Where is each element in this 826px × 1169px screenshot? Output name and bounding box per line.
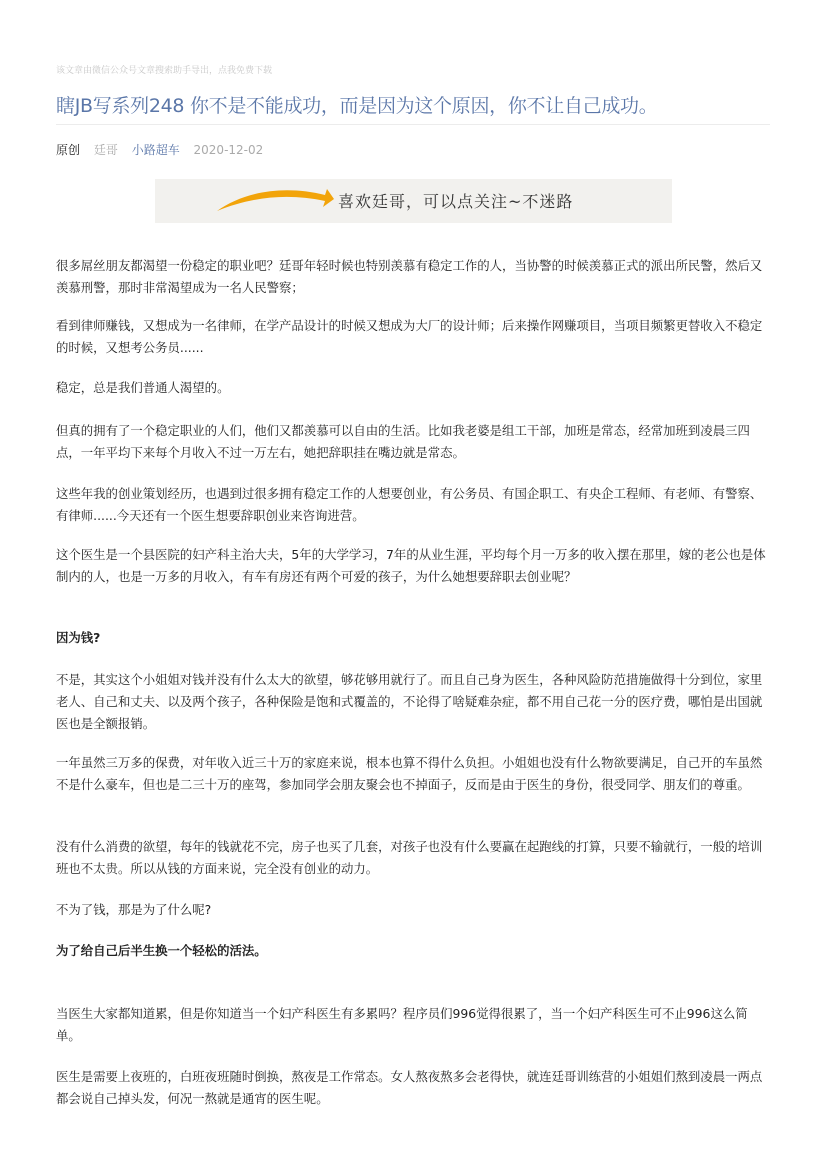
arrow-icon <box>215 181 335 221</box>
paragraph-1: 很多屌丝朋友都渴望一份稳定的职业吧？廷哥年轻时候也特别羡慕有稳定工作的人，当协警的时候羡慕正式的派出所民警，然后又羡慕刑警，那时非常渴望成为一名人民警察； <box>56 258 763 295</box>
paragraph-7: 不是，其实这个小姐姐对钱并没有什么太大的欲望，够花够用就行了。而且自己身为医生，各种风险防范措施做得十分到位，家里老人、自己和丈夫、以及两个孩子，各种保险是饱和式覆盖的，不论得了啥疑难杂症，都不用自己花一分的医疗费，哪怕是出国就医也是全额报销。 <box>56 672 763 731</box>
original-tag: 原创 <box>56 143 81 157</box>
author-name: 廷哥 <box>93 143 118 157</box>
paragraph-3: 稳定，总是我们普通人渴望的。 <box>56 380 230 395</box>
paragraph-9: 没有什么消费的欲望，每年的钱就花不完，房子也买了几套，对孩子也没有什么要赢在起跑线的打算，只要不输就行，一般的培训班也不太贵。所以从钱的方面来说，完全没有创业的动力。 <box>56 839 763 876</box>
publish-date: 2020-12-02 <box>193 143 264 157</box>
article-meta <box>56 141 273 158</box>
paragraph-8: 一年虽然三万多的保费，对年收入近三十万的家庭来说，根本也算不得什么负担。小姐姐也没有什么物欲要满足，自己开的车虽然不是什么豪车，但也是二三十万的座驾，参加同学会朋友聚会也不掉面子，反而是由于医生的身份，很受同学、朋友们的尊重。 <box>56 755 763 792</box>
heading-easy-life: 为了给自己后半生换一个轻松的活法。 <box>56 943 267 958</box>
title-divider <box>56 124 770 125</box>
banner-text: 喜欢廷哥，可以点关注~不迷路 <box>338 192 574 211</box>
follow-banner <box>155 179 672 223</box>
paragraph-5: 这些年我的创业策划经历，也遇到过很多拥有稳定工作的人想要创业，有公务员、有国企职工、有央企工程师、有老师、有警察、有律师......今天还有一个医生想要辞职创业来咨询进营。 <box>56 486 763 523</box>
paragraph-11: 当医生大家都知道累，但是你知道当一个妇产科医生有多累吗？程序员们996觉得很累了，当一个妇产科医生可不止996这么简单。 <box>56 1006 748 1043</box>
paragraph-6: 这个医生是一个县医院的妇产科主治大夫，5年的大学学习，7年的从业生涯，平均每个月一万多的收入摆在那里，嫁的老公也是体制内的人，也是一万多的月收入，有车有房还有两个可爱的孩子，为什么她想要辞职去创业呢？ <box>56 547 766 584</box>
paragraph-2: 看到律师赚钱，又想成为一名律师，在学产品设计的时候又想成为大厂的设计师；后来操作网赚项目，当项目频繁更替收入不稳定的时候，又想考公务员...... <box>56 318 763 355</box>
paragraph-4: 但真的拥有了一个稳定职业的人们，他们又都羡慕可以自由的生活。比如我老婆是组工干部，加班是常态，经常加班到凌晨三四点，一年平均下来每个月收入不过一万左右，她把辞职挂在嘴边就是常态。 <box>56 423 750 460</box>
article-title: 瞎JB写系列248 你不是不能成功，而是因为这个原因，你不让自己成功。 <box>56 95 658 117</box>
paragraph-12: 医生是需要上夜班的，白班夜班随时倒换，熬夜是工作常态。女人熬夜熬多会老得快，就连廷哥训练营的小姐姐们熬到凌晨一两点都会说自己掉头发，何况一熬就是通宵的医生呢。 <box>56 1069 763 1106</box>
paragraph-10: 不为了钱，那是为了什么呢? <box>56 902 212 917</box>
heading-money: 因为钱? <box>56 630 101 645</box>
export-notice[interactable]: 该文章由微信公众号文章搜索助手导出，点我免费下载 <box>56 66 273 76</box>
account-link[interactable]: 小路超车 <box>131 143 180 157</box>
